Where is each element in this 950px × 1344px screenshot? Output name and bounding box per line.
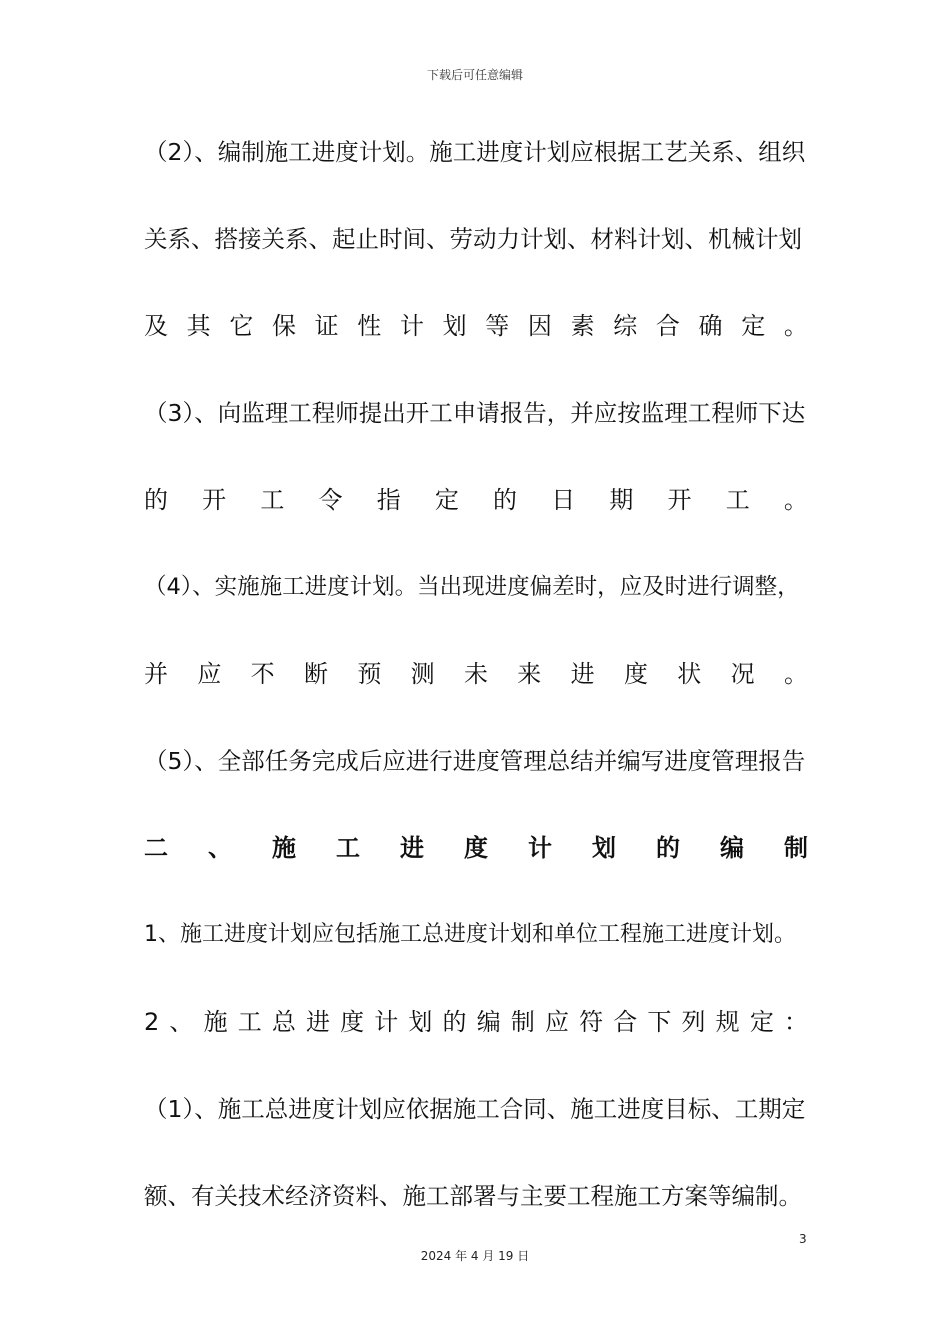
paragraph-line: （2）、编制施工进度计划。施工进度计划应根据工艺关系、组织 [144,138,806,166]
line-char: 划 [592,834,616,862]
line-char: 工 [237,1008,262,1036]
line-char: 开 [202,486,227,514]
line-char: 。 [783,312,808,340]
line-char: 进 [570,660,595,688]
paragraph-line: 1、施工进度计划应包括施工总进度计划和单位工程施工进度计划。 [144,922,796,947]
line-char: 。 [783,486,808,514]
line-char: 工 [336,834,360,862]
line-char: 编 [476,1008,501,1036]
line-char: 进 [400,834,424,862]
line-char: 并 [144,660,168,688]
line-char: 证 [314,312,339,340]
line-char: 度 [340,1008,365,1036]
line-char: 日 [551,486,576,514]
line-char: 况 [730,660,755,688]
line-char: 的 [144,486,168,514]
line-char: 列 [681,1008,706,1036]
line-char: 确 [698,312,723,340]
line-char: 的 [656,834,680,862]
line-char: 的 [442,1008,467,1036]
line-char: 规 [715,1008,740,1036]
line-char: 定 [434,486,459,514]
line-char: 未 [463,660,488,688]
line-char: 二 [144,834,168,862]
line-char: 它 [229,312,254,340]
line-char: 符 [579,1008,604,1036]
line-char: 性 [357,312,382,340]
line-char: 制 [784,834,808,862]
line-char: 合 [613,1008,638,1036]
line-char: 及 [144,312,168,340]
line-char: 2 [144,1008,160,1036]
line-char: 计 [399,312,424,340]
line-char: 定 [749,1008,774,1036]
paragraph-line: （5）、全部任务完成后应进行进度管理总结并编写进度管理报告 [144,747,806,775]
line-char: 度 [623,660,648,688]
page-number: 3 [799,1232,807,1246]
paragraph-line: （1）、施工总进度计划应依据施工合同、施工进度目标、工期定 [144,1095,806,1123]
line-char: 其 [186,312,211,340]
line-char: 断 [303,660,328,688]
line-char: 素 [570,312,595,340]
line-char: 综 [613,312,638,340]
footer-date: 2024 年 4 月 19 日 [420,1249,530,1263]
line-char: 计 [528,834,552,862]
line-char: 期 [609,486,634,514]
line-char: 测 [410,660,435,688]
paragraph-line [144,1005,808,1039]
line-char: ： [783,1008,808,1036]
paragraph-line: 关系、搭接关系、起止时间、劳动力计划、材料计划、机械计划 [144,225,802,253]
paragraph-line [144,309,808,343]
paragraph-line: （3）、向监理工程师提出开工申请报告，并应按监理工程师下达 [144,399,806,427]
line-char: 开 [667,486,692,514]
line-char: 制 [510,1008,535,1036]
page-header: 下载后可任意编辑 [426,68,523,82]
line-char: 划 [442,312,467,340]
line-char: 进 [305,1008,330,1036]
paragraph-line: （4）、实施施工进度计划。当出现进度偏差时，应及时进行调整， [144,574,800,600]
line-char: 的 [493,486,518,514]
line-char: 下 [647,1008,672,1036]
paragraph-line [144,657,808,691]
line-char: 因 [527,312,552,340]
line-char: 来 [517,660,542,688]
line-char: 状 [677,660,702,688]
line-char: 定 [741,312,766,340]
line-char: 、 [208,834,232,862]
line-char: 应 [544,1008,569,1036]
line-char: 。 [783,660,808,688]
line-char: 不 [250,660,275,688]
line-char: 保 [271,312,296,340]
line-char: 工 [725,486,750,514]
line-char: 度 [464,834,488,862]
paragraph-line [144,483,808,517]
line-char: 工 [260,486,285,514]
line-char: 总 [271,1008,296,1036]
line-char: 划 [408,1008,433,1036]
line-char: 、 [169,1008,194,1036]
line-char: 施 [272,834,296,862]
line-char: 预 [357,660,382,688]
line-char: 应 [197,660,222,688]
section-heading [144,831,808,865]
line-char: 施 [203,1008,228,1036]
paragraph-line: 额、有关技术经济资料、施工部署与主要工程施工方案等编制。 [144,1182,802,1210]
line-char: 计 [374,1008,399,1036]
line-char: 编 [720,834,744,862]
line-char: 合 [655,312,680,340]
line-char: 等 [485,312,510,340]
line-char: 令 [318,486,343,514]
line-char: 指 [376,486,401,514]
